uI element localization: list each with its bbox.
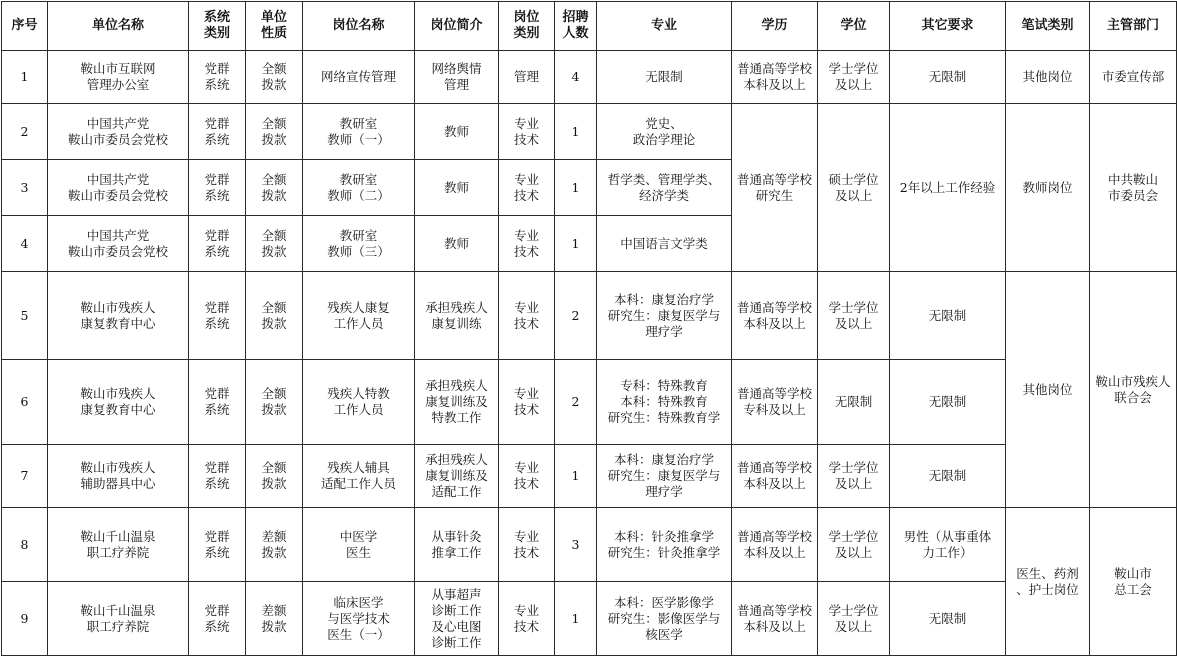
cell-position: 教研室 教师（二）: [303, 160, 415, 216]
table-row: [2, 272, 1177, 360]
cell-intro: 承担残疾人 康复训练及 适配工作: [415, 445, 499, 508]
cell-exam-merged: 教师岗位: [1006, 104, 1090, 272]
cell-system: 党群 系统: [189, 582, 246, 656]
cell-system: 党群 系统: [189, 216, 246, 272]
cell-system: 党群 系统: [189, 360, 246, 445]
cell-position: 残疾人特教 工作人员: [303, 360, 415, 445]
cell-major: 本科：医学影像学 研究生：影像医学与 核医学: [597, 582, 732, 656]
cell-post-type: 专业 技术: [499, 160, 555, 216]
table-row: [2, 582, 1177, 656]
cell-seq: 6: [2, 360, 48, 445]
cell-major: 专科：特殊教育 本科：特殊教育 研究生：特殊教育学: [597, 360, 732, 445]
cell-intro: 教师: [415, 104, 499, 160]
cell-unit: 鞍山市残疾人 辅助器具中心: [48, 445, 189, 508]
cell-major: 党史、 政治学理论: [597, 104, 732, 160]
cell-nature: 全额 拨款: [246, 272, 303, 360]
cell-count: 1: [555, 104, 597, 160]
table-row: [2, 445, 1177, 508]
cell-education: 普通高等学校 本科及以上: [732, 272, 818, 360]
cell-exam-merged: 其他岗位: [1006, 272, 1090, 508]
cell-post-type: 专业 技术: [499, 104, 555, 160]
cell-major: 本科：康复治疗学 研究生：康复医学与 理疗学: [597, 445, 732, 508]
cell-count: 1: [555, 216, 597, 272]
cell-intro: 教师: [415, 216, 499, 272]
header-seq: 序号: [2, 2, 48, 51]
cell-unit: 中国共产党 鞍山市委员会党校: [48, 216, 189, 272]
header-unit: 单位名称: [48, 2, 189, 51]
cell-intro: 教师: [415, 160, 499, 216]
cell-system: 党群 系统: [189, 445, 246, 508]
cell-post-type: 专业 技术: [499, 508, 555, 582]
cell-other: 男性（从事重体 力工作）: [890, 508, 1006, 582]
cell-count: 2: [555, 360, 597, 445]
header-exam: 笔试类别: [1006, 2, 1090, 51]
header-major: 专业: [597, 2, 732, 51]
cell-count: 1: [555, 582, 597, 656]
cell-position: 教研室 教师（三）: [303, 216, 415, 272]
table-row: [2, 360, 1177, 445]
cell-other: 无限制: [890, 272, 1006, 360]
cell-position: 残疾人康复 工作人员: [303, 272, 415, 360]
cell-major: 中国语言文学类: [597, 216, 732, 272]
cell-seq: 1: [2, 51, 48, 104]
header-row: [2, 2, 1177, 51]
cell-nature: 差额 拨款: [246, 582, 303, 656]
cell-count: 2: [555, 272, 597, 360]
cell-education: 普通高等学校 本科及以上: [732, 508, 818, 582]
cell-position: 中医学 医生: [303, 508, 415, 582]
cell-position: 临床医学 与医学技术 医生（一）: [303, 582, 415, 656]
cell-education: 普通高等学校 本科及以上: [732, 582, 818, 656]
cell-degree: 无限制: [818, 360, 890, 445]
table-row: [2, 508, 1177, 582]
cell-other: 无限制: [890, 360, 1006, 445]
cell-degree: 学士学位 及以上: [818, 582, 890, 656]
cell-unit: 鞍山市残疾人 康复教育中心: [48, 360, 189, 445]
cell-intro: 承担残疾人 康复训练及 特教工作: [415, 360, 499, 445]
cell-nature: 全额 拨款: [246, 445, 303, 508]
cell-post-type: 专业 技术: [499, 582, 555, 656]
cell-degree: 学士学位 及以上: [818, 51, 890, 104]
cell-position: 残疾人辅具 适配工作人员: [303, 445, 415, 508]
header-system: 系统 类别: [189, 2, 246, 51]
cell-other: 无限制: [890, 582, 1006, 656]
recruitment-table: [1, 1, 1177, 656]
cell-unit: 鞍山市残疾人 康复教育中心: [48, 272, 189, 360]
table-row: [2, 51, 1177, 104]
cell-post-type: 专业 技术: [499, 360, 555, 445]
cell-nature: 全额 拨款: [246, 160, 303, 216]
cell-other: 无限制: [890, 51, 1006, 104]
cell-post-type: 专业 技术: [499, 216, 555, 272]
cell-exam: 其他岗位: [1006, 51, 1090, 104]
cell-unit: 鞍山千山温泉 职工疗养院: [48, 582, 189, 656]
cell-degree: 学士学位 及以上: [818, 272, 890, 360]
cell-degree: 学士学位 及以上: [818, 508, 890, 582]
cell-system: 党群 系统: [189, 508, 246, 582]
cell-intro: 从事超声 诊断工作 及心电图 诊断工作: [415, 582, 499, 656]
cell-unit: 鞍山千山温泉 职工疗养院: [48, 508, 189, 582]
cell-seq: 3: [2, 160, 48, 216]
header-other: 其它要求: [890, 2, 1006, 51]
cell-intro: 从事针灸 推拿工作: [415, 508, 499, 582]
header-intro: 岗位简介: [415, 2, 499, 51]
cell-post-type: 专业 技术: [499, 272, 555, 360]
cell-dept-merged: 鞍山市 总工会: [1090, 508, 1177, 656]
cell-post-type: 管理: [499, 51, 555, 104]
cell-system: 党群 系统: [189, 51, 246, 104]
cell-education: 普通高等学校 专科及以上: [732, 360, 818, 445]
cell-count: 1: [555, 445, 597, 508]
cell-system: 党群 系统: [189, 104, 246, 160]
table-row: [2, 104, 1177, 160]
cell-position: 网络宣传管理: [303, 51, 415, 104]
cell-intro: 承担残疾人 康复训练: [415, 272, 499, 360]
cell-nature: 全额 拨款: [246, 360, 303, 445]
cell-seq: 8: [2, 508, 48, 582]
cell-unit: 中国共产党 鞍山市委员会党校: [48, 104, 189, 160]
cell-other: 无限制: [890, 445, 1006, 508]
cell-degree-merged: 硕士学位 及以上: [818, 104, 890, 272]
cell-major: 本科：针灸推拿学 研究生：针灸推拿学: [597, 508, 732, 582]
cell-seq: 5: [2, 272, 48, 360]
cell-unit: 中国共产党 鞍山市委员会党校: [48, 160, 189, 216]
header-position: 岗位名称: [303, 2, 415, 51]
cell-education: 普通高等学校 本科及以上: [732, 445, 818, 508]
cell-intro: 网络舆情 管理: [415, 51, 499, 104]
cell-count: 4: [555, 51, 597, 104]
header-nature: 单位 性质: [246, 2, 303, 51]
cell-post-type: 专业 技术: [499, 445, 555, 508]
cell-seq: 4: [2, 216, 48, 272]
cell-seq: 7: [2, 445, 48, 508]
header-degree: 学位: [818, 2, 890, 51]
cell-position: 教研室 教师（一）: [303, 104, 415, 160]
cell-seq: 9: [2, 582, 48, 656]
cell-dept-merged: 鞍山市残疾人 联合会: [1090, 272, 1177, 508]
cell-nature: 全额 拨款: [246, 104, 303, 160]
cell-count: 1: [555, 160, 597, 216]
cell-education: 普通高等学校 本科及以上: [732, 51, 818, 104]
cell-major: 本科：康复治疗学 研究生：康复医学与 理疗学: [597, 272, 732, 360]
header-education: 学历: [732, 2, 818, 51]
cell-other-merged: 2年以上工作经验: [890, 104, 1006, 272]
cell-unit: 鞍山市互联网 管理办公室: [48, 51, 189, 104]
cell-dept: 市委宣传部: [1090, 51, 1177, 104]
cell-nature: 差额 拨款: [246, 508, 303, 582]
cell-exam-merged: 医生、药剂 、护士岗位: [1006, 508, 1090, 656]
cell-major: 无限制: [597, 51, 732, 104]
cell-seq: 2: [2, 104, 48, 160]
cell-education-merged: 普通高等学校 研究生: [732, 104, 818, 272]
header-post-type: 岗位 类别: [499, 2, 555, 51]
header-dept: 主管部门: [1090, 2, 1177, 51]
cell-nature: 全额 拨款: [246, 51, 303, 104]
cell-count: 3: [555, 508, 597, 582]
cell-major: 哲学类、管理学类、 经济学类: [597, 160, 732, 216]
header-count: 招聘 人数: [555, 2, 597, 51]
cell-dept-merged: 中共鞍山 市委员会: [1090, 104, 1177, 272]
cell-system: 党群 系统: [189, 160, 246, 216]
cell-degree: 学士学位 及以上: [818, 445, 890, 508]
cell-nature: 全额 拨款: [246, 216, 303, 272]
cell-system: 党群 系统: [189, 272, 246, 360]
